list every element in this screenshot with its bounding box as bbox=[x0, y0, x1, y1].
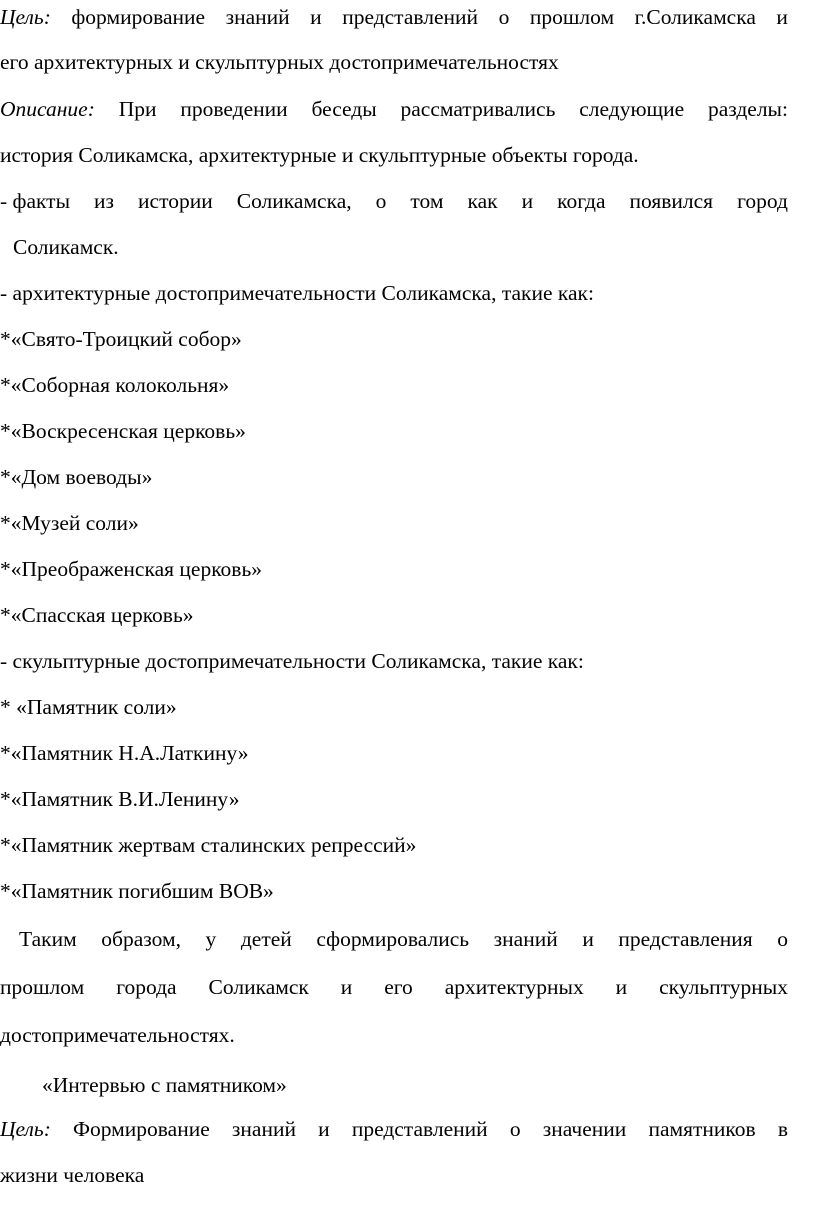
interview-title: «Интервью с памятником» bbox=[42, 1073, 287, 1097]
history-word: истории bbox=[138, 189, 213, 213]
conclusion-word: представления bbox=[618, 927, 753, 951]
architecture-item: *«Воскресенская церковь» bbox=[0, 419, 246, 443]
architecture-item: *«Преображенская церковь» bbox=[0, 557, 262, 581]
architecture-item: *«Музей соли» bbox=[0, 511, 139, 535]
history-word: из bbox=[94, 189, 115, 213]
conclusion-word: образом, bbox=[101, 927, 181, 951]
interview-goal-line-2: жизни человека bbox=[0, 1163, 145, 1187]
interview-goal-word: представлений bbox=[351, 1117, 488, 1141]
conclusion-word: сформировались bbox=[316, 927, 470, 951]
conclusion-word: Соликамск bbox=[208, 975, 309, 999]
goal-word: и bbox=[310, 5, 322, 29]
architecture-item: *«Спасская церковь» bbox=[0, 603, 194, 627]
history-word: том bbox=[410, 189, 444, 213]
architecture-item: *«Дом воеводы» bbox=[0, 465, 153, 489]
goal-word: прошлом bbox=[529, 5, 615, 29]
goal-word: представлений bbox=[342, 5, 479, 29]
conclusion-word: у bbox=[205, 927, 217, 951]
conclusion-word: архитектурных bbox=[444, 975, 584, 999]
conclusion-word: города bbox=[116, 975, 177, 999]
sculpture-heading: - скульптурные достопримечательности Соликамска, такие как: bbox=[0, 649, 584, 673]
description-word: проведении bbox=[180, 97, 288, 121]
history-word: как bbox=[467, 189, 498, 213]
interview-goal-word: памятников bbox=[648, 1117, 756, 1141]
goal-line-1 bbox=[0, 2, 788, 32]
description-line-1 bbox=[0, 94, 788, 124]
sculpture-item: *«Памятник В.И.Ленину» bbox=[0, 787, 240, 811]
history-word: появился bbox=[629, 189, 714, 213]
description-line-2: история Соликамска, архитектурные и скульптурные объекты города. bbox=[0, 143, 639, 167]
description-label: Описание: bbox=[0, 97, 95, 121]
conclusion-line-1 bbox=[19, 924, 788, 954]
architecture-heading: - архитектурные достопримечательности Соликамска, такие как: bbox=[0, 281, 594, 305]
description-word: разделы: bbox=[707, 97, 788, 121]
history-word: когда bbox=[557, 189, 606, 213]
conclusion-word: прошлом bbox=[0, 975, 85, 999]
description-word: При bbox=[118, 97, 157, 121]
conclusion-word: скульптурных bbox=[659, 975, 788, 999]
conclusion-word: и bbox=[582, 927, 594, 951]
interview-goal-word: знаний bbox=[231, 1117, 296, 1141]
history-word: - факты bbox=[0, 189, 71, 213]
history-word: и bbox=[521, 189, 534, 213]
history-word: Соликамска, bbox=[236, 189, 352, 213]
conclusion-word: и bbox=[615, 975, 628, 999]
interview-goal-word: Формирование bbox=[73, 1117, 210, 1141]
goal-word: формирование bbox=[71, 5, 206, 29]
architecture-item: *«Соборная колокольня» bbox=[0, 373, 230, 397]
goal-label: Цель: bbox=[0, 5, 51, 29]
description-word: следующие bbox=[579, 97, 685, 121]
conclusion-line-3: достопримечательностях. bbox=[0, 1023, 235, 1047]
interview-goal-word: и bbox=[318, 1117, 330, 1141]
sculpture-item: * «Памятник соли» bbox=[0, 695, 177, 719]
sculpture-item: *«Памятник жертвам сталинских репрессий» bbox=[0, 833, 417, 857]
history-word: город bbox=[737, 189, 788, 213]
goal-word: о bbox=[498, 5, 510, 29]
conclusion-word: знаний bbox=[493, 927, 558, 951]
history-item-line-1 bbox=[0, 186, 788, 216]
sculpture-item: *«Памятник Н.А.Латкину» bbox=[0, 741, 249, 765]
history-item-line-2: Соликамск. bbox=[13, 235, 119, 259]
conclusion-word: о bbox=[777, 927, 788, 951]
interview-goal-word: о bbox=[509, 1117, 521, 1141]
conclusion-line-2 bbox=[0, 972, 788, 1002]
interview-title-line bbox=[34, 1070, 788, 1100]
description-word: рассматривались bbox=[400, 97, 556, 121]
conclusion-word: Таким bbox=[19, 927, 77, 951]
conclusion-word: детей bbox=[240, 927, 292, 951]
interview-goal-label: Цель: bbox=[0, 1117, 51, 1141]
interview-goal-word: в bbox=[777, 1117, 788, 1141]
goal-label-group bbox=[0, 2, 51, 32]
goal-line-2: его архитектурных и скульптурных достопримечательностях bbox=[0, 50, 559, 74]
conclusion-word: и bbox=[340, 975, 353, 999]
sculpture-item: *«Памятник погибшим ВОВ» bbox=[0, 879, 274, 903]
description-word: беседы bbox=[311, 97, 377, 121]
goal-word: г.Соликамска bbox=[634, 5, 756, 29]
interview-goal-line-1 bbox=[0, 1114, 788, 1144]
interview-goal-word: значении bbox=[542, 1117, 627, 1141]
history-word: о bbox=[375, 189, 387, 213]
conclusion-word: его bbox=[384, 975, 413, 999]
goal-word: знаний bbox=[225, 5, 290, 29]
goal-word: и bbox=[776, 5, 788, 29]
architecture-item: *«Свято-Троицкий собор» bbox=[0, 327, 242, 351]
